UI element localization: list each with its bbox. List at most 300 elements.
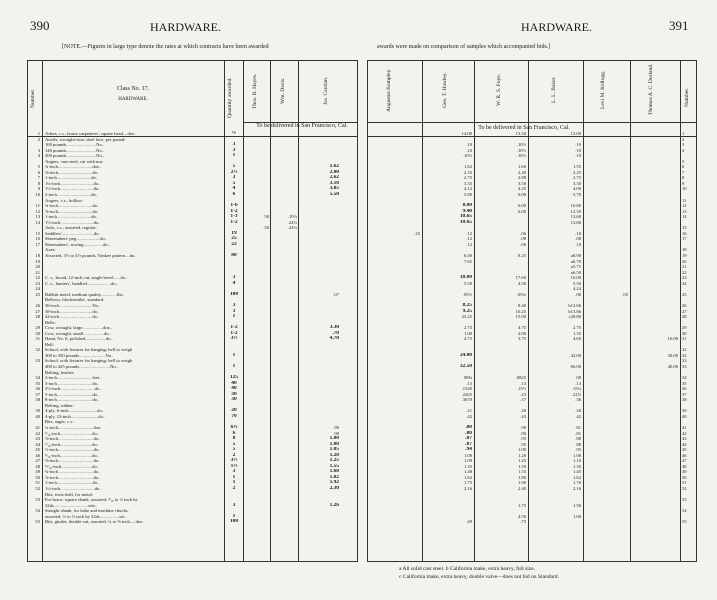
row-number: 17 [35, 241, 40, 247]
bid-price: b13.86 [568, 308, 581, 314]
bid-price: .42 [575, 413, 581, 419]
row-number: 20 [682, 258, 687, 264]
price-carolan: 2.62 [329, 175, 339, 181]
item-description: 32ds..............................sets.. [45, 502, 98, 508]
bid-price: .80 [465, 430, 472, 436]
row-number: 15 [682, 225, 687, 231]
bid-price: 13.50 [515, 131, 526, 136]
item-description: ⅜-inch...............................do.. [45, 436, 101, 442]
quantity-value: 40 [231, 386, 237, 392]
col-number: Number. [30, 88, 36, 108]
quantity-value: 1 [232, 153, 236, 159]
bid-price: 1.09 [463, 458, 472, 464]
row-number: 2 [37, 136, 40, 142]
bid-price: 3.30 [572, 180, 581, 186]
bid-price [530, 519, 581, 525]
row-number: 24 [682, 280, 687, 286]
item-description: 1¼-inch..............................do.. [45, 486, 102, 491]
bid-price: 6.40 [463, 253, 472, 259]
bid-price: 1.45 [572, 469, 581, 475]
bid-price: 1.35 [572, 463, 581, 469]
bid-price: 4.75 [517, 325, 526, 331]
bid-price: 5.50 [463, 280, 472, 286]
bid-price: .20 [520, 408, 526, 414]
bidder-hayes: Thos. R. Hayes. [252, 73, 258, 109]
right-number-column [682, 131, 696, 525]
price-carolan: 1.00 [329, 441, 339, 447]
row-number: 24 [35, 286, 40, 292]
deliver-note: To be delivered in San Francisco, Cal. [256, 123, 348, 129]
item-description: Adzes, c.s., house carpenters', square head....doz.. [45, 131, 137, 136]
row-number: 55 [682, 519, 687, 525]
item-description: ⁹⁄₁₆-inch............................do.. [45, 452, 100, 458]
quantity-value: 3 [232, 275, 236, 281]
item-description: 3½-inch..............................do.. [45, 386, 102, 392]
bid-price: 40.00 [667, 363, 678, 369]
row-number: 53 [35, 497, 40, 503]
item-description: ½-inch...............................do.. [45, 447, 101, 453]
bid-price: 1.62 [572, 474, 581, 480]
row-number: 34 [35, 375, 40, 381]
bid-price: b12.66 [568, 302, 581, 308]
bid-price: 1.35 [572, 330, 581, 336]
right-foye-column [476, 131, 526, 525]
bid-price: 30.00 [667, 352, 678, 358]
quantity-value: 5 [232, 441, 236, 447]
row-number: 41 [682, 424, 687, 430]
item-description: Belting, leather: [45, 369, 75, 375]
row-number: 53 [682, 497, 687, 503]
row-number: 6 [37, 169, 40, 175]
item-description: ⅝-inch...............................do.. [45, 458, 101, 464]
bid-price: .08 [575, 236, 581, 242]
row-number: 16 [682, 230, 687, 236]
bid-price: 6.00 [517, 203, 526, 209]
row-number: 14 [35, 219, 40, 225]
bid-price: .12 [466, 230, 472, 236]
item-description: Saddlers'............................do.. [45, 230, 101, 236]
quantity-value: 5 [232, 164, 236, 170]
quantity-value: 25 [231, 236, 237, 242]
bid-price: 8.40 [517, 302, 526, 308]
bid-price: 4.50 [517, 280, 526, 286]
price-carolan: .90 [333, 430, 339, 436]
bid-price: .05¾ [516, 291, 526, 297]
bid-price: .88 [575, 436, 581, 442]
quantity-value: 1 [232, 513, 236, 519]
bid-price: .10½ [462, 153, 472, 159]
price-davis: .24½ [287, 219, 297, 225]
item-description: C. s., broad, 12-inch cut, single bevel......do.. [45, 275, 128, 281]
item-description: School, with fixtures for hanging; bell to weigh [45, 358, 133, 364]
row-number: 49 [682, 469, 687, 475]
item-description: 36-inch.............................No.. [45, 302, 101, 308]
quantity-value: 6 [232, 192, 236, 198]
deliver-note: To be delivered in San Francisco, Cal. [478, 125, 570, 131]
bid-price: 2.25 [572, 169, 581, 175]
page-number: 391 [669, 18, 689, 33]
item-description: 38-inch.............................do.. [45, 308, 100, 314]
bid-price: .10 [575, 142, 581, 148]
bid-price: .05½ [462, 291, 472, 297]
price-carolan: 5.50 [329, 192, 339, 198]
price-hayes [244, 519, 269, 525]
quantity-value: 1-3 [230, 214, 238, 220]
item-description: ⅞-inch...............................do.. [45, 474, 101, 480]
bid-price: 14.00 [461, 131, 472, 136]
bid-price: 2.40 [517, 169, 526, 175]
left-quantity-column [225, 131, 243, 525]
bid-price: .42 [466, 413, 472, 419]
quantity-value: 40 [231, 380, 237, 386]
row-number: 30 [35, 330, 40, 336]
price-carolan: 1.62 [329, 164, 339, 170]
bid-price: 2.16 [572, 486, 581, 491]
bid-price: .43 [520, 413, 526, 419]
row-number: 12 [35, 208, 40, 214]
bid-price: .10 [575, 241, 581, 247]
row-number: 9 [37, 186, 40, 192]
row-number: 8 [37, 180, 40, 186]
quantity-value: 5 [232, 447, 236, 453]
bidder-dorland: Thomas A. C. Dorland. [648, 63, 654, 115]
quantity-value: 1 [232, 363, 236, 369]
price-carolan: .07 [333, 291, 339, 297]
price-davis [271, 519, 297, 525]
row-number: 11 [682, 197, 687, 203]
row-number: 42 [35, 430, 40, 436]
bid-price: .49 [466, 519, 472, 525]
row-number: 31 [35, 336, 40, 342]
price-carolan [299, 519, 339, 525]
bid-price: .1540 [461, 386, 472, 392]
price-carolan: 1.55 [329, 463, 339, 469]
row-number: 3 [682, 142, 685, 148]
row-number: 38 [682, 397, 687, 403]
row-number: 10 [682, 186, 687, 192]
quantity-value: 8 [232, 436, 236, 442]
bid-price: 1.62 [463, 474, 472, 480]
quantity-value: 100 [229, 291, 239, 297]
quantity-value: 3 [232, 469, 236, 475]
item-description: 300 to 350 pounds.......................No.. [45, 352, 114, 358]
item-description: 2-inch...............................feet.. [45, 375, 102, 381]
bid-price: .3670 [461, 397, 472, 403]
item-description: ¹¹⁄₁₆-inch...........................do.. [45, 463, 100, 469]
bid-price: .05 [622, 291, 628, 297]
left-davis-column [271, 131, 297, 525]
bid-price: .88 [575, 441, 581, 447]
bid-price: 1.00 [517, 447, 526, 453]
bid-price: .95 [520, 436, 526, 442]
bid-price: 1.08 [463, 452, 472, 458]
bid-price: a6.50 [570, 269, 581, 275]
bid-price: .0825 [515, 375, 526, 381]
bid-price [370, 519, 420, 525]
right-hawley-column [424, 131, 472, 525]
bid-price: .37 [520, 397, 526, 403]
page-header: HARDWARE. [521, 20, 592, 34]
left-number-column [28, 131, 40, 525]
item-description: School, with fixtures for hanging; bell to weigh [45, 347, 133, 353]
bid-price: 1.50 [572, 502, 581, 508]
bid-price: 2.75 [463, 175, 472, 181]
row-number: 23 [35, 280, 40, 286]
bid-price: 6.00 [517, 208, 526, 214]
bid-price: 2.75 [463, 325, 472, 331]
bid-price: 1.75 [517, 502, 526, 508]
bid-price: .13 [520, 380, 526, 386]
row-number: 36 [35, 386, 40, 392]
bid-price: c20.80 [568, 314, 581, 320]
row-number: 37 [682, 391, 687, 397]
quantity-value: 30 [231, 397, 237, 403]
bid-price: .10½ [516, 142, 526, 148]
price-carolan: 3.85 [329, 186, 339, 192]
quantity-value: 1-2 [230, 219, 238, 225]
bid-price: 1.55 [572, 164, 581, 170]
bid-price: .12 [466, 236, 472, 242]
row-number: 17 [682, 236, 687, 242]
row-number: 22 [682, 269, 687, 275]
price-davis: .24½ [287, 225, 297, 231]
item-description: Cow, wrought, small..................do.. [45, 330, 111, 336]
bid-price: 2.88 [517, 175, 526, 181]
left-page [0, 0, 358, 600]
row-number: 31 [682, 336, 687, 342]
bid-price: 2.75 [572, 175, 581, 181]
bid-price: .13 [575, 380, 581, 386]
bid-price: 1.55 [517, 469, 526, 475]
item-description: 200 pounds..........................No.. [45, 153, 105, 159]
bid-price: 3.75 [517, 336, 526, 342]
item-description: Bits, gimlet, double-cut, assorted, ¼ to ⅜ inch.....doz.. [45, 519, 145, 525]
bid-price: 32.50 [459, 363, 472, 369]
item-description: assorted, ½ to ½ inch by 32ds.................set.. [45, 513, 127, 519]
row-number: 44 [682, 441, 687, 447]
bid-price [632, 519, 678, 525]
row-number: 41 [35, 424, 40, 430]
item-description: 1-inch..............................do.. [45, 214, 99, 220]
item-description: 1½-inch.............................do.. [45, 219, 101, 225]
bid-price: .10 [466, 142, 472, 148]
row-number: 44 [35, 441, 40, 447]
bid-price: 4.25 [517, 186, 526, 192]
bid-price: .08⅜ [462, 375, 472, 381]
row-number: 4 [682, 147, 685, 153]
row-number: 26 [682, 302, 687, 308]
item-description: Awls, c.s., assorted, regular: [45, 225, 97, 231]
item-description: Hand, No. 8, polished..................do.. [45, 336, 113, 342]
bid-price: 7.65 [463, 258, 472, 264]
bid-price: 8.00 [462, 203, 472, 209]
quantity-value: 1 [232, 352, 236, 358]
quantity-value: 3 [232, 175, 236, 181]
quantity-value: 4 [232, 186, 236, 192]
item-description: 1-inch...............................do.. [45, 480, 100, 486]
bid-price: 1.48 [463, 469, 472, 475]
quantity-value: 3 [232, 147, 236, 153]
quantity-value: 1-2 [230, 330, 238, 336]
price-carolan: .90 [333, 424, 339, 430]
row-number: 3 [37, 147, 40, 153]
bid-price: 1.62 [463, 164, 472, 170]
bidder-carolan: Jas. Carolan. [323, 76, 329, 106]
bid-price: 4.75 [463, 336, 472, 342]
row-number: 29 [35, 325, 40, 331]
bid-price: 1.10 [572, 458, 581, 464]
bid-price: 9.25 [462, 308, 472, 314]
bid-price: 10.65 [459, 219, 472, 225]
bid-price: .12 [466, 241, 472, 247]
row-number: 5 [682, 158, 685, 164]
bid-price: .08 [520, 236, 526, 242]
row-number: 23 [682, 275, 687, 281]
item-description: 1½-inch.............................do.. [45, 186, 101, 192]
price-carolan: 3.10 [329, 180, 339, 186]
bid-price: .25 [414, 230, 420, 236]
price-carolan: 1.00 [329, 436, 339, 442]
row-number: 33 [35, 358, 40, 364]
bid-price: 5.70 [572, 192, 581, 198]
item-description: Augers, cast-steel, cut with nut: [45, 158, 104, 164]
bid-price: .95 [520, 441, 526, 447]
quantity-value: 3½ [230, 458, 238, 464]
bid-price: .21 [466, 408, 472, 414]
bid-price: 1.00 [572, 513, 581, 519]
quantity-value: 2 [232, 486, 236, 491]
page-number: 390 [30, 18, 50, 33]
bid-price: .81 [575, 424, 581, 430]
row-number: 32 [682, 352, 687, 358]
quantity-value: 3 [232, 502, 236, 508]
row-number: 28 [35, 314, 40, 320]
bid-price: 4.60 [572, 336, 581, 342]
row-number: 30 [682, 330, 687, 336]
row-number: 16 [35, 236, 40, 242]
row-number: 49 [35, 469, 40, 475]
right-baker-column [530, 131, 581, 525]
item-description: 100 pounds..........................No.. [45, 142, 105, 148]
row-number: 4 [37, 153, 40, 159]
item-description: C. s., hunters', handled.....................do.. [45, 280, 118, 286]
bid-price: 4.12 [463, 186, 472, 192]
bid-price: 1.20 [517, 452, 526, 458]
bid-price: 10.25 [515, 308, 526, 314]
bid-price: 1.76 [572, 480, 581, 486]
bid-price: 5.80 [463, 192, 472, 198]
quantity-value: 80 [231, 253, 237, 259]
price-hayes: .50 [263, 225, 269, 231]
item-description: Axes: [45, 247, 56, 253]
row-number: 33 [682, 358, 687, 364]
bid-price: .94 [465, 447, 472, 453]
bid-price: .10 [575, 153, 581, 159]
bid-price: 42.00 [570, 352, 581, 358]
bid-price: 18.00 [459, 275, 472, 281]
bid-price: 24.00 [459, 352, 472, 358]
bid-price: 3.50 [517, 180, 526, 186]
bid-price: 3.35 [463, 180, 472, 186]
quantity-value: 3 [232, 302, 236, 308]
row-number: 45 [35, 447, 40, 453]
row-number: 22 [35, 275, 40, 281]
row-number: 39 [35, 408, 40, 414]
row-number: 40 [682, 413, 687, 419]
bid-price [585, 519, 628, 525]
item-description: Anvils, wrought-iron, steel face, per pound: [45, 136, 126, 142]
item-description: Bellows, blacksmiths', standard: [45, 297, 105, 303]
bid-price: 4.50 [517, 513, 526, 519]
bid-price: .36 [575, 397, 581, 403]
row-number: 7 [37, 175, 40, 181]
bid-price: 1.80 [517, 474, 526, 480]
row-number: 46 [682, 452, 687, 458]
price-carolan: 2.00 [329, 169, 339, 175]
row-number: 20 [35, 264, 40, 270]
row-number: 43 [682, 436, 687, 442]
bid-price: 13.60 [570, 214, 581, 220]
item-description: Shoemakers', sewing.................do.. [45, 241, 111, 247]
row-number: 36 [682, 386, 687, 392]
row-number: 38 [35, 397, 40, 403]
bid-price: .06 [575, 291, 581, 297]
right-kellogg-column [585, 131, 628, 525]
bid-price: 2.16 [463, 486, 472, 491]
row-number: 33 [682, 363, 687, 369]
item-description: Assorted, 3½ to 4½ pounds, Yankee pattern....do.. [45, 253, 137, 259]
note-text: [NOTE.—Figures in large type denote the rates at which contracts have been awarded [62, 44, 269, 50]
quantity-value: 2½ [230, 169, 238, 175]
bid-price: .10 [466, 147, 472, 153]
row-number: 48 [35, 463, 40, 469]
item-description: 140 pounds..........................No.. [45, 147, 105, 153]
quantity-value: 22 [231, 241, 237, 247]
row-number: 47 [35, 458, 40, 464]
bid-price: 66.00 [570, 363, 581, 369]
quantity-value: 1 [232, 474, 236, 480]
row-number: 28 [682, 314, 687, 320]
row-number: 8 [682, 175, 685, 181]
row-number: 39 [682, 408, 687, 414]
item-description: 4-ply, 6-inch.........................do.. [45, 408, 105, 414]
item-description: 1-inch..............................do.. [45, 175, 99, 181]
price-carolan: 1.05 [329, 447, 339, 453]
item-description: 2-inch..............................do.. [45, 192, 99, 198]
page-header: HARDWARE. [150, 20, 221, 34]
bid-price: .80 [465, 424, 472, 430]
bid-price: .06 [520, 230, 526, 236]
row-number: 50 [682, 474, 687, 480]
item-description: 8-inch...............................do.. [45, 397, 100, 403]
bid-price: .87 [465, 436, 472, 442]
bid-price: 2.75 [572, 325, 581, 331]
quantity-value: 4 [232, 280, 236, 286]
bid-price: 1.50 [517, 463, 526, 469]
quantity-value: 70 [231, 413, 237, 419]
bidder-kellogg: Levi M. Kellogg. [600, 70, 606, 110]
bid-price: 10.80 [570, 203, 581, 209]
row-number: 5 [37, 164, 40, 170]
row-number: 35 [682, 380, 687, 386]
row-number: 1 [682, 131, 685, 136]
row-number: 46 [35, 452, 40, 458]
bid-price: .75 [520, 519, 526, 525]
bid-price: 1.35 [463, 463, 472, 469]
row-number: 19 [35, 258, 40, 264]
row-number: 45 [682, 447, 687, 453]
bid-price: 2.40 [517, 486, 526, 491]
